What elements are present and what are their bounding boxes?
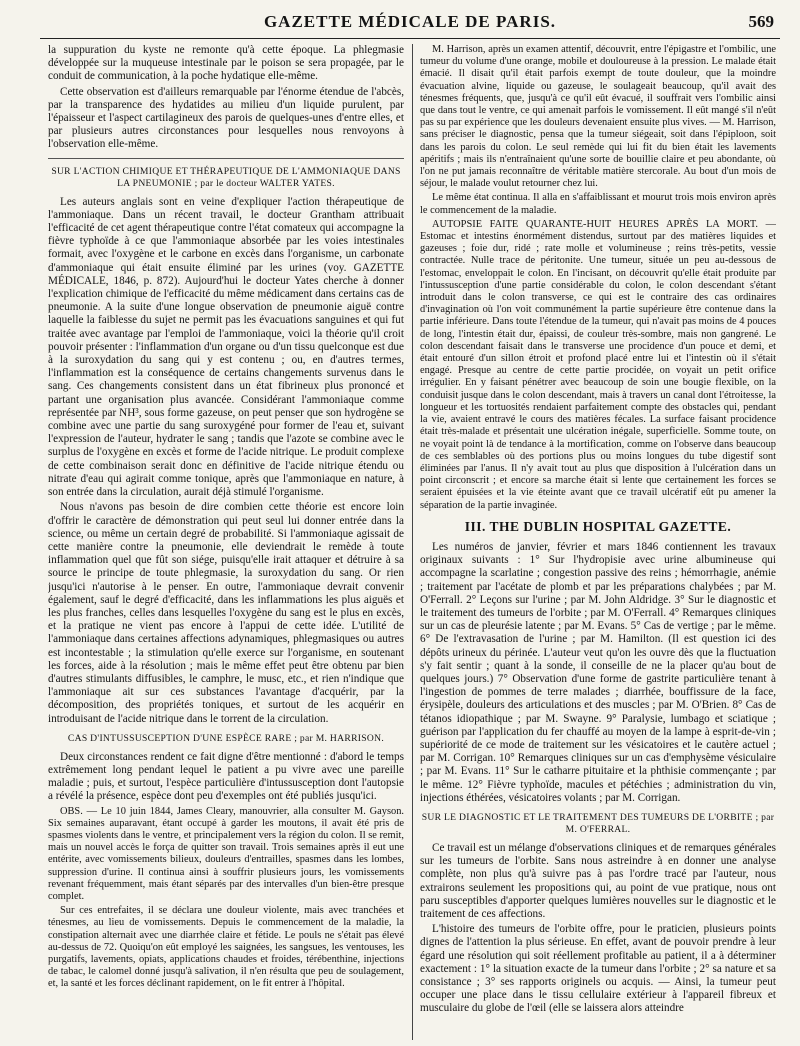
observation-paragraph: Le même état continua. Il alla en s'affaiblissant et mourut trois mois environ après le commencement de la maladie. — [420, 192, 776, 216]
paragraph: Deux circonstances rendent ce fait digne d'être mentionné : d'abord le temps extrêmement long pendant lequel le patient a pu vivre avec une pareille maladie ; puis, et surtout, l'espèce particulière d'intussusception dont l'autopsie a révélé la présence, espèce dont peu d'exemples ont été publiés jusqu'ici. — [48, 750, 404, 803]
right-column — [420, 44, 776, 1040]
section-heading: CAS D'INTUSSUSCEPTION D'UNE ESPÈCE RARE ; par M. HARRISON. — [67, 732, 385, 744]
page-number: 569 — [748, 12, 774, 31]
paragraph: Les numéros de janvier, février et mars 1846 contiennent les travaux originaux suivants : 1° Sur l'hydropisie avec urine albumineuse qui accompagne la scarlatine ; congestion passive des reins ; hémorrhagie, anémie ; traitement par l'acétate de plomb et par les préparations chalybées ; par M. O'Ferrall. 2° Leçons sur l'urine ; par M. John Aldridge. 3° Sur le diagnostic et le traitement des tumeurs de l'orbite ; par M. O'Ferrall. 4° Remarques cliniques sur un cas de pleurésie latente ; par M. Evans. 5° Cas de vertige ; par le même. 6° De l'extravasation de l'urine ; par M. Hamilton. (Il est question ici des dépôts urineux du périnée. L'auteur veut qu'on les ouvre dès que la fluctuation s'y fait sentir ; quant à la sonde, il conseille de ne la placer qu'au bout de quelques jours.) 7° Observation d'une forme de gastrite particulière tenant à l'ingestion de pommes de terre malades ; diarrhée, bouffissure de la face, érysipèle, douleurs des articulations et des muscles ; par M. O'Brien. 8° Cas de tétanos idiopathique ; par M. Swayne. 9° Paralysie, lumbago et sciatique ; guérison par l'application du fer chauffé au moyen de la lampe à esprit-de-vin ; supériorité de ce mode de traitement sur les vésicatoires et le cautère actuel ; par M. Corrigan. 10° Remarques cliniques sur un cas d'emphysème vésiculaire ; par M. Evans. 11° Sur le catharre pituitaire et la phthisie commençante ; par le même. 12° Fièvre typhoïde, macules et pétéchies ; administration du vin, injections éthérées, vésicatoires volants ; par M. Corrigan. — [420, 540, 776, 804]
paragraph: Ce travail est un mélange d'observations cliniques et de remarques générales sur les tumeurs de l'orbite. Sans nous astreindre à en donner une analyse complète, non plus qu'à suivre pas à pas l'ordre tracé par l'auteur, nous extrairons seulement les propositions qui, au point de vue pratique, nous ont paru susceptibles d'apporter quelques lumières nouvelles sur le diagnostic et le traitement de ces affections. — [420, 841, 776, 920]
paragraph: la suppuration du kyste ne remonte qu'à cette époque. La phlegmasie développée sur la muqueuse intestinale par le poison se sera propagée, par le conduit de communication, à la poche hydatique elle-même. — [48, 44, 404, 83]
paragraph: Les auteurs anglais sont en veine d'expliquer l'action thérapeutique de l'ammoniaque. Dans un récent travail, le docteur Grantham attribuait l'efficacité de cet agent thérapeutique contre l'état comateux qui accompagne la fièvre typhoïde à ce que l'ammoniaque absorbée par les voies intestinales formait, avec l'oxygène et le carbone en excès dans l'organisme, un carbonate d'ammoniaque qui était ensuite éliminé par les urines (voy. GAZETTE MÉDICALE, 1846, p. 872). Aujourd'hui le docteur Yates cherche à donner l'explication chimique de l'efficacité du même médicament dans certains cas de pneumonie. A la suite d'une longue observation de pneumonie aiguë contre laquelle la faiblesse du sujet ne permit pas les évacuations sanguines et qui fut traitée avec avantage par l'emploi de l'ammoniaque, voici la théorie qu'il croit pouvoir présenter : l'inflammation d'un organe ou d'un tissu quelconque est due à la suroxydation du sang qui y est contenu ; ou, en d'autres termes, l'inflammation est la conséquence de certains changements survenus dans le sang. Ces changements consistent dans un état fibrineux plus prononcé et partant une organisation plus avancée. Considérant l'ammoniaque comme représentée par NH³, sous forme gazeuse, on peut penser que son hydrogène se combine avec une partie du sang suroxygéné pour former de l'eau et, suivant l'expression de l'auteur, hydrater le sang ; tandis que l'azote se combine avec le surplus de l'oxygène en excès et forme de l'acide nitrique. Le produit complexe de cette combinaison serait donc en définitive de l'acide nitrique étendu ou nitrate d'eau qui agirait comme tonique, après que l'ammoniaque en nature, à son entrée dans la circulation, aurait déjà stimulé l'organisme. — [48, 195, 404, 499]
observation-paragraph: Sur ces entrefaites, il se déclara une douleur violente, mais avec tranchées et ténesmes, au lieu de vomissements. Depuis le commencement de la maladie, la constipation alternait avec une diarrhée claire et fétide. Le pouls ne s'était pas élevé au-dessus de 72. Quoiqu'on eût employé les saignées, les sangsues, les ventouses, les purgatifs, lavements, opiats, applications chaudes et froides, térébenthine, injections de tabac, le calomel donné jusqu'à salivation, il n'en résulta que peu de soulagement, et, la santé et les forces déclinant rapidement, on le fit entrer à l'hôpital. — [48, 905, 404, 990]
observation-paragraph: M. Harrison, après un examen attentif, découvrit, entre l'épigastre et l'ombilic, une tumeur du volume d'une orange, mobile et douloureuse à la pression. Le malade était émacié. Il disait qu'il était parfois exempt de toute douleur, que la moindre évacuation alvine, liquide ou gazeuse, le soulageait beaucoup, qu'il avait des ténesmes fréquents, que, jusqu'à ce qu'il eût évacué, il souffrait vers l'ombilic ainsi que dans tout le ventre, ce qui amenait parfois le vomissement. Il eût mangé s'il n'eût pas su par expérience que les douleurs devenaient ensuite plus vives. — M. Harrison, sans préciser le diagnostic, pensa que la tumeur siégeait, soit dans l'épiploon, soit dans les parois du colon. Le seul remède qui lui fit du bien était les lavements apéritifs ; mais ils n'entraînaient qu'une sorte de bouillie claire et peu abondante, où l'on ne put jamais reconnaître de véritable matière stercorale. Au bout d'un mois de séjour, le malade voulut retourner chez lui. — [420, 44, 776, 190]
observation-paragraph: OBS. — Le 10 juin 1844, James Cleary, manouvrier, alla consulter M. Gayson. Six semaines auparavant, étant occupé à garder les moutons, il avait été pris de spasmes violents dans le ventre, et principalement vers la région du colon. Il se remit, mais un nouvel accès le força de quitter son travail. Trois semaines après il eut une entérite, avec vomissements bilieux, douleurs d'entrailles, spasmes dans les lombes, suppression d'urine. Il continua ainsi à souffrir plusieurs jours, les vomissements revenant fréquemment, mais étant séparés par des intervalles d'un bien-être presque complet. — [48, 805, 404, 902]
paragraph: Nous n'avons pas besoin de dire combien cette théorie est encore loin d'offrir le caractère de démonstration qui peut seul lui donner entrée dans la science, ou même un certain degré de probabilité. Si l'ammoniaque agissait de cette manière contre la pneumonie, elle deviendrait le remède à toute inflammation quel que fût son siége, puisqu'elle irait attaquer et détruire à sa source le principe de toute phlegmasie, la suroxydation du sang. Or rien jusqu'ici n'autorise à le penser. En outre, l'ammoniaque devrait convenir également, sauf le degré d'efficacité, dans les inflammations les plus aiguës et les plus franches, celles dans lesquelles l'oxygène du sang est le plus en excès, et la pratique ne vient pas encore à l'appui de cette idée. L'utilité de l'ammoniaque dans certaines affections adynamiques, phlegmasiques ou autres est incontestable ; la stimulation qu'elle exerce sur l'organisme, en soutenant les forces, aide à la résolution ; mais le même effet peut être obtenu par bien d'autres stimulants diffusibles, le camphre, le musc, etc., et rien n'indique que l'ammoniaque ait sur ces substances l'avantage d'acquérir, par la décomposition, des propriétés toniques, et surtout de les acquérir en introduisant de l'acide nitrique dans le torrent de la circulation. — [48, 501, 404, 725]
column-divider — [412, 44, 413, 1040]
section-title: III. THE DUBLIN HOSPITAL GAZETTE. — [464, 518, 732, 534]
left-column — [48, 44, 404, 1040]
paragraph: L'histoire des tumeurs de l'orbite offre, pour le praticien, plusieurs points dignes de l'attention la plus sérieuse. En effet, avant de pouvoir prendre à leur égard une résolution qui soit réellement profitable au patient, il a à déterminer exactement : 1° la situation exacte de la tumeur dans l'orbite ; 2° sa nature et sa consistance ; 3° ses rapports originels ou acquis. — Ainsi, la tumeur peut occuper une place dans le tissu cellulaire extérieur à l'appareil fibreux et musculaire du globe de l'œil (elle se laissera alors atteindre — [420, 923, 776, 1015]
section-heading: SUR L'ACTION CHIMIQUE ET THÉRAPEUTIQUE DE L'AMMONIAQUE DANS LA PNEUMONIE ; par le docteur WALTER YATES. — [51, 165, 401, 189]
divider — [48, 158, 404, 159]
autopsy-paragraph: AUTOPSIE FAITE QUARANTE-HUIT HEURES APRÈS LA MORT. — Estomac et intestins énormément distendus, surtout par des matières liquides et gazeuses ; foie dur, ridé ; rate molle et volumineuse ; reins très-petits, vessie contractée. Nulle trace de péritonite. Une tumeur, située un peu au-dessous de l'estomac, enveloppait le colon. En l'incisant, on découvrit qu'elle était produite par l'intussusception d'une partie considérable du colon, le colon descendant s'étant introduit dans le colon transverse, ce qui est le contraire des cas ordinaires d'invagination où l'on voit communément la partie supérieure être contenue dans la partie inférieure. Dans toute l'étendue de la tumeur, qui n'avait pas moins de 4 pouces de long, l'intestin était dur, épaissi, de couleur très-sombre, mais non gangrené. Le colon descendant faisait dans le transverse une procidence d'un pouce et demi, et était entouré d'un sillon étroit et profond placé entre lui et l'intestin où il s'était engagé. Presque au centre de cette partie procidée, on voyait un petit orifice irrégulier. En y faisant pénétrer avec beaucoup de soin une bougie flexible, on la conduisit jusque dans le colon descendant, mais à travers un canal dont l'étroitesse, la longueur et les tortuosités rendaient parfaitement compte des obstacles qui, pendant la vie, avaient entravé le cours des matières fécales. La surface faisant procidence était très-malade et présentait une ulcération inégale, superficielle. Somme toute, on ne voyait point là de tendance à la mortification, comme on l'observe dans beaucoup de ces semblables où des portions plus ou moins longues du tube digestif sont éliminées par l'anus. Il n'y avait tout au plus que disposition à l'ulcération dans un point circonscrit ; et encore sa marche était si lente que certainement les forces se seraient épuisées et la vie éteinte avant que ce travail ulcératif eût pu amener la séparation de la partie invaginée. — [420, 218, 776, 511]
paragraph: Cette observation est d'ailleurs remarquable par l'énorme étendue de l'abcès, par la transparence des hydatides au milieu d'un liquide purulent, par l'épaisseur et l'aspect cartilagineux des parois de quelques-unes d'entre elles, et par plusieurs autres circonstances pour lesquelles nous renvoyons à l'observation elle-même. — [48, 85, 404, 151]
journal-title: GAZETTE MÉDICALE DE PARIS. — [263, 12, 557, 31]
section-heading: SUR LE DIAGNOSTIC ET LE TRAITEMENT DES TUMEURS DE L'ORBITE ; par M. O'FERRAL. — [421, 811, 775, 835]
page-header — [40, 10, 780, 39]
